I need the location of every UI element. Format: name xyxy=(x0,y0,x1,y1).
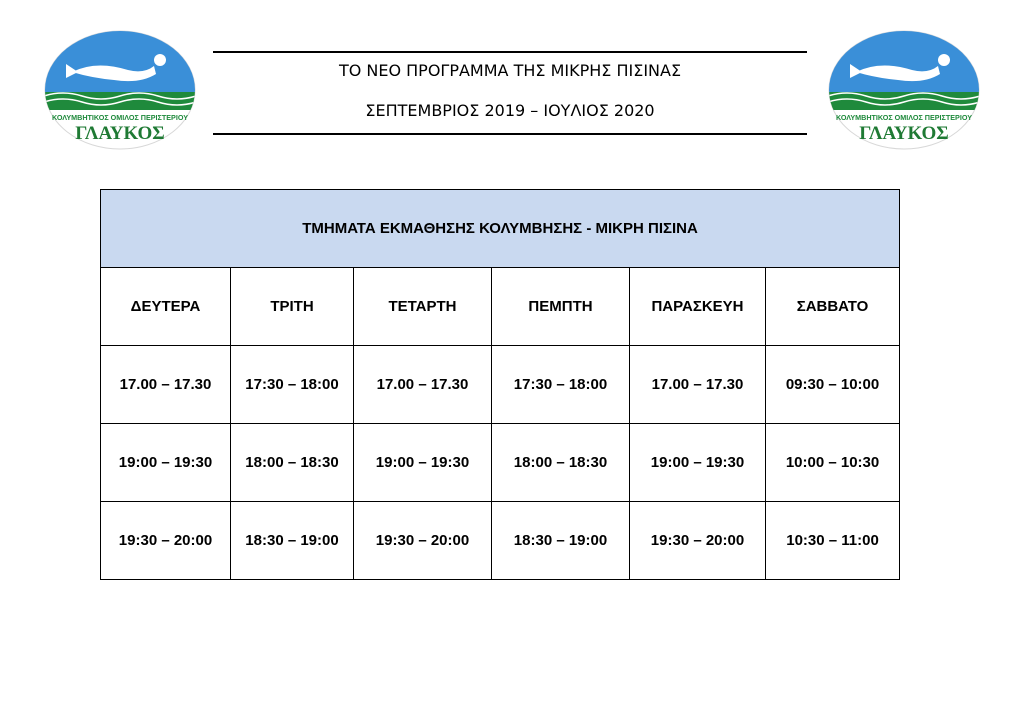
time-slot: 19:30 – 20:00 xyxy=(354,502,492,580)
time-slot: 19:00 – 19:30 xyxy=(354,424,492,502)
club-logo-left xyxy=(44,30,196,150)
swimmer-logo-icon xyxy=(828,30,980,150)
time-slot: 19:30 – 20:00 xyxy=(101,502,231,580)
logo-name: ΓΛΑΥΚΟΣ xyxy=(859,123,949,144)
logo-club-line: ΚΟΛΥΜΒΗΤΙΚΟΣ ΟΜΙΛΟΣ ΠΕΡΙΣΤΕΡΙΟΥ xyxy=(835,113,973,122)
page-header xyxy=(213,51,807,135)
day-header: ΣΑΒΒΑΤΟ xyxy=(766,268,900,346)
swimmer-logo-icon xyxy=(44,30,196,150)
time-slot: 10:00 – 10:30 xyxy=(766,424,900,502)
time-slot: 19:30 – 20:00 xyxy=(630,502,766,580)
page-title: ΤΟ ΝΕΟ ΠΡΟΓΡΑΜΜΑ ΤΗΣ ΜΙΚΡΗΣ ΠΙΣΙΝΑΣ xyxy=(338,61,682,80)
time-slot: 18:30 – 19:00 xyxy=(492,502,630,580)
time-slot: 19:00 – 19:30 xyxy=(101,424,231,502)
time-slot: 17.00 – 17.30 xyxy=(354,346,492,424)
day-header: ΠΑΡΑΣΚΕΥΗ xyxy=(630,268,766,346)
time-slot: 17:30 – 18:00 xyxy=(492,346,630,424)
time-slot: 17.00 – 17.30 xyxy=(101,346,231,424)
day-header: ΤΡΙΤΗ xyxy=(231,268,354,346)
table-row xyxy=(101,424,900,502)
time-slot: 18:30 – 19:00 xyxy=(231,502,354,580)
time-slot: 18:00 – 18:30 xyxy=(492,424,630,502)
table-row xyxy=(101,502,900,580)
club-logo-right xyxy=(828,30,980,150)
day-header: ΤΕΤΑΡΤΗ xyxy=(354,268,492,346)
time-slot: 17.00 – 17.30 xyxy=(630,346,766,424)
time-slot: 17:30 – 18:00 xyxy=(231,346,354,424)
logo-club-line: ΚΟΛΥΜΒΗΤΙΚΟΣ ΟΜΙΛΟΣ ΠΕΡΙΣΤΕΡΙΟΥ xyxy=(51,113,189,122)
time-slot: 18:00 – 18:30 xyxy=(231,424,354,502)
page-subtitle: ΣΕΠΤΕΜΒΡΙΟΣ 2019 – ΙΟΥΛΙΟΣ 2020 xyxy=(365,101,655,120)
day-header-row xyxy=(101,268,900,346)
schedule-table xyxy=(100,189,900,580)
table-title: ΤΜΗΜΑΤΑ ΕΚΜΑΘΗΣΗΣ ΚΟΛΥΜΒΗΣΗΣ - ΜΙΚΡΗ ΠΙΣΙΝΑ xyxy=(101,190,900,268)
time-slot: 19:00 – 19:30 xyxy=(630,424,766,502)
day-header: ΔΕΥΤΕΡΑ xyxy=(101,268,231,346)
time-slot: 10:30 – 11:00 xyxy=(766,502,900,580)
logo-name: ΓΛΑΥΚΟΣ xyxy=(75,123,165,144)
day-header: ΠΕΜΠΤΗ xyxy=(492,268,630,346)
time-slot: 09:30 – 10:00 xyxy=(766,346,900,424)
table-row xyxy=(101,346,900,424)
